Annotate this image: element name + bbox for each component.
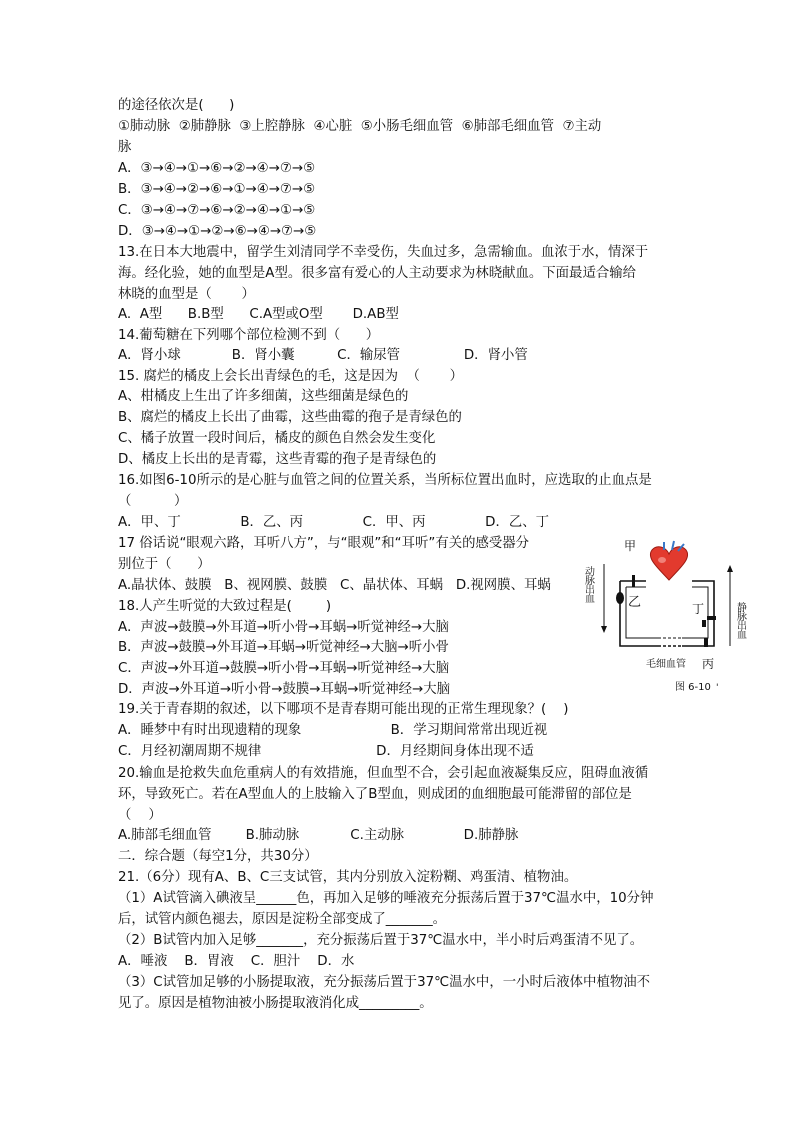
- figure-caption: 图 6-10: [675, 682, 711, 693]
- text-line: A．睡梦中有时出现遗精的现象 B．学习期间常常出现近视: [118, 723, 548, 738]
- text-line: D．③→④→①→②→⑥→④→⑦→⑤: [118, 224, 317, 239]
- text-line: （1）A试管滴入碘液呈______色，再加入足够的唾液充分振荡后置于37℃温水中，10分钟: [118, 891, 654, 906]
- label-yi: 乙: [628, 595, 642, 610]
- text-line: A．肾小球 B．肾小囊 C．输尿管 D．肾小管: [118, 348, 528, 363]
- arrow-head: [601, 626, 607, 633]
- label-capillary: 毛细血管: [646, 659, 686, 670]
- text-line: 别位于（ ）: [118, 557, 211, 572]
- text-line: C．声波→外耳道→鼓膜→听小骨→耳蜗→听觉神经→大脑: [118, 661, 450, 676]
- text-line: 林晓的血型是（ ）: [118, 287, 255, 302]
- text-line: 21.（6分）现有A、B、C三支试管，其内分别放入淀粉糊、鸡蛋清、植物油。: [118, 870, 578, 885]
- marker-ding: [707, 616, 716, 620]
- text-line: A．声波→鼓膜→外耳道→听小骨→耳蜗→听觉神经→大脑: [118, 620, 449, 635]
- text-line: 14.葡萄糖在下列哪个部位检测不到（ ）: [118, 328, 380, 343]
- text-line: B．声波→鼓膜→外耳道→耳蜗→听觉神经→大脑→听小骨: [118, 640, 449, 655]
- text-line: 环，导致死亡。若在A型血人的上肢输入了B型血，则成团的血细胞最可能滞留的部位是: [118, 787, 632, 802]
- label-ding: 丁: [692, 602, 705, 616]
- text-line: A. A型 B.B型 C.A型或O型 D.AB型: [118, 307, 399, 322]
- text-line: 15. 腐烂的橘皮上会长出青绿色的毛，这是因为 （ ）: [118, 369, 464, 384]
- marker-bing: [704, 638, 708, 647]
- text-line: （3）C试管加足够的小肠提取液，充分振荡后置于37℃温水中，一小时后液体中植物油不: [118, 975, 651, 990]
- heart-vessel-figure: [580, 538, 750, 698]
- text-line: 19.关于青春期的叙述，以下哪项不是青春期可能出现的正常生理现象？( ): [118, 702, 569, 717]
- text-line: 18.人产生听觉的大致过程是( ): [118, 599, 332, 614]
- text-line: A、柑橘皮上生出了许多细菌，这些细菌是绿色的: [118, 389, 409, 404]
- text-line: A.肺部毛细血管 B.肺动脉 C.主动脉 D.肺静脉: [118, 828, 519, 843]
- text-line: A.晶状体、鼓膜 B、视网膜、鼓膜 C、晶状体、耳蜗 D.视网膜、耳蜗: [118, 578, 551, 593]
- text-line: 16.如图6-10所示的是心脏与血管之间的位置关系，当所标位置出血时，应选取的止血点是: [118, 473, 652, 488]
- marker-jia: [632, 575, 635, 587]
- text-line: 13.在日本大地震中，留学生刘清同学不幸受伤，失血过多，急需输血。血浓于水，情深于: [118, 245, 649, 260]
- text-line: D．声波→外耳道→听小骨→鼓膜→耳蜗→听觉神经→大脑: [118, 682, 451, 697]
- text-line: 见了。原因是植物油被小肠提取液消化成_________。: [118, 996, 433, 1011]
- marker-ding-inner: [702, 620, 706, 627]
- text-line: 17 俗话说“眼观六路，耳听八方”，与“眼观”和“耳听”有关的感受器分: [118, 536, 530, 551]
- text-line: 后，试管内颜色褪去，原因是淀粉全部变成了_______。: [118, 912, 447, 927]
- text-line: 脉: [118, 140, 132, 155]
- label-jia: 甲: [624, 539, 637, 553]
- label-artery: 动脉出血: [582, 566, 594, 602]
- arrow-head: [727, 565, 733, 572]
- text-line: ①肺动脉 ②肺静脉 ③上腔静脉 ④心脏 ⑤小肠毛细血管 ⑥肺部毛细血管 ⑦主动: [118, 119, 602, 134]
- text-line: （ ）: [118, 808, 162, 823]
- text-line: B．③→④→②→⑥→①→④→⑦→⑤: [118, 182, 316, 197]
- text-line: A．唾液 B．胃液 C．胆汁 D．水: [118, 954, 355, 969]
- marker-yi: [616, 592, 624, 604]
- text-line: B、腐烂的橘皮上长出了曲霉，这些曲霉的孢子是青绿色的: [118, 410, 462, 425]
- text-line: C、橘子放置一段时间后，橘皮的颜色自然会发生变化: [118, 431, 436, 446]
- label-bing: 丙: [702, 657, 715, 671]
- text-line: C．③→④→⑦→⑥→②→④→①→⑤: [118, 203, 316, 218]
- text-line: （ ）: [118, 494, 188, 509]
- text-line: 二．综合题（每空1分，共30分）: [118, 849, 318, 864]
- text-line: （2）B试管内加入足够_______，充分振荡后置于37℃温水中，半小时后鸡蛋清不见了。: [118, 933, 644, 948]
- caption-mark: ': [716, 683, 719, 693]
- text-line: A．甲、丁 B．乙、丙 C．甲、丙 D．乙、丁: [118, 515, 550, 530]
- text-line: A．③→④→①→⑥→②→④→⑦→⑤: [118, 161, 316, 176]
- text-line: 的途径依次是( ): [118, 98, 235, 113]
- label-vein: 静脉出血: [734, 602, 746, 638]
- text-line: C．月经初潮周期不规律 D．月经期间身体出现不适: [118, 744, 534, 759]
- text-line: 海。经化验，她的血型是A型。很多富有爱心的人主动要求为林晓献血。下面最适合输给: [118, 266, 637, 281]
- heart-icon: [650, 541, 687, 580]
- text-line: 20.输血是抢救失血危重病人的有效措施，但血型不合，会引起血液凝集反应，阻碍血液循: [118, 766, 649, 781]
- text-line: D、橘皮上长出的是青霉，这些青霉的孢子是青绿色的: [118, 452, 437, 467]
